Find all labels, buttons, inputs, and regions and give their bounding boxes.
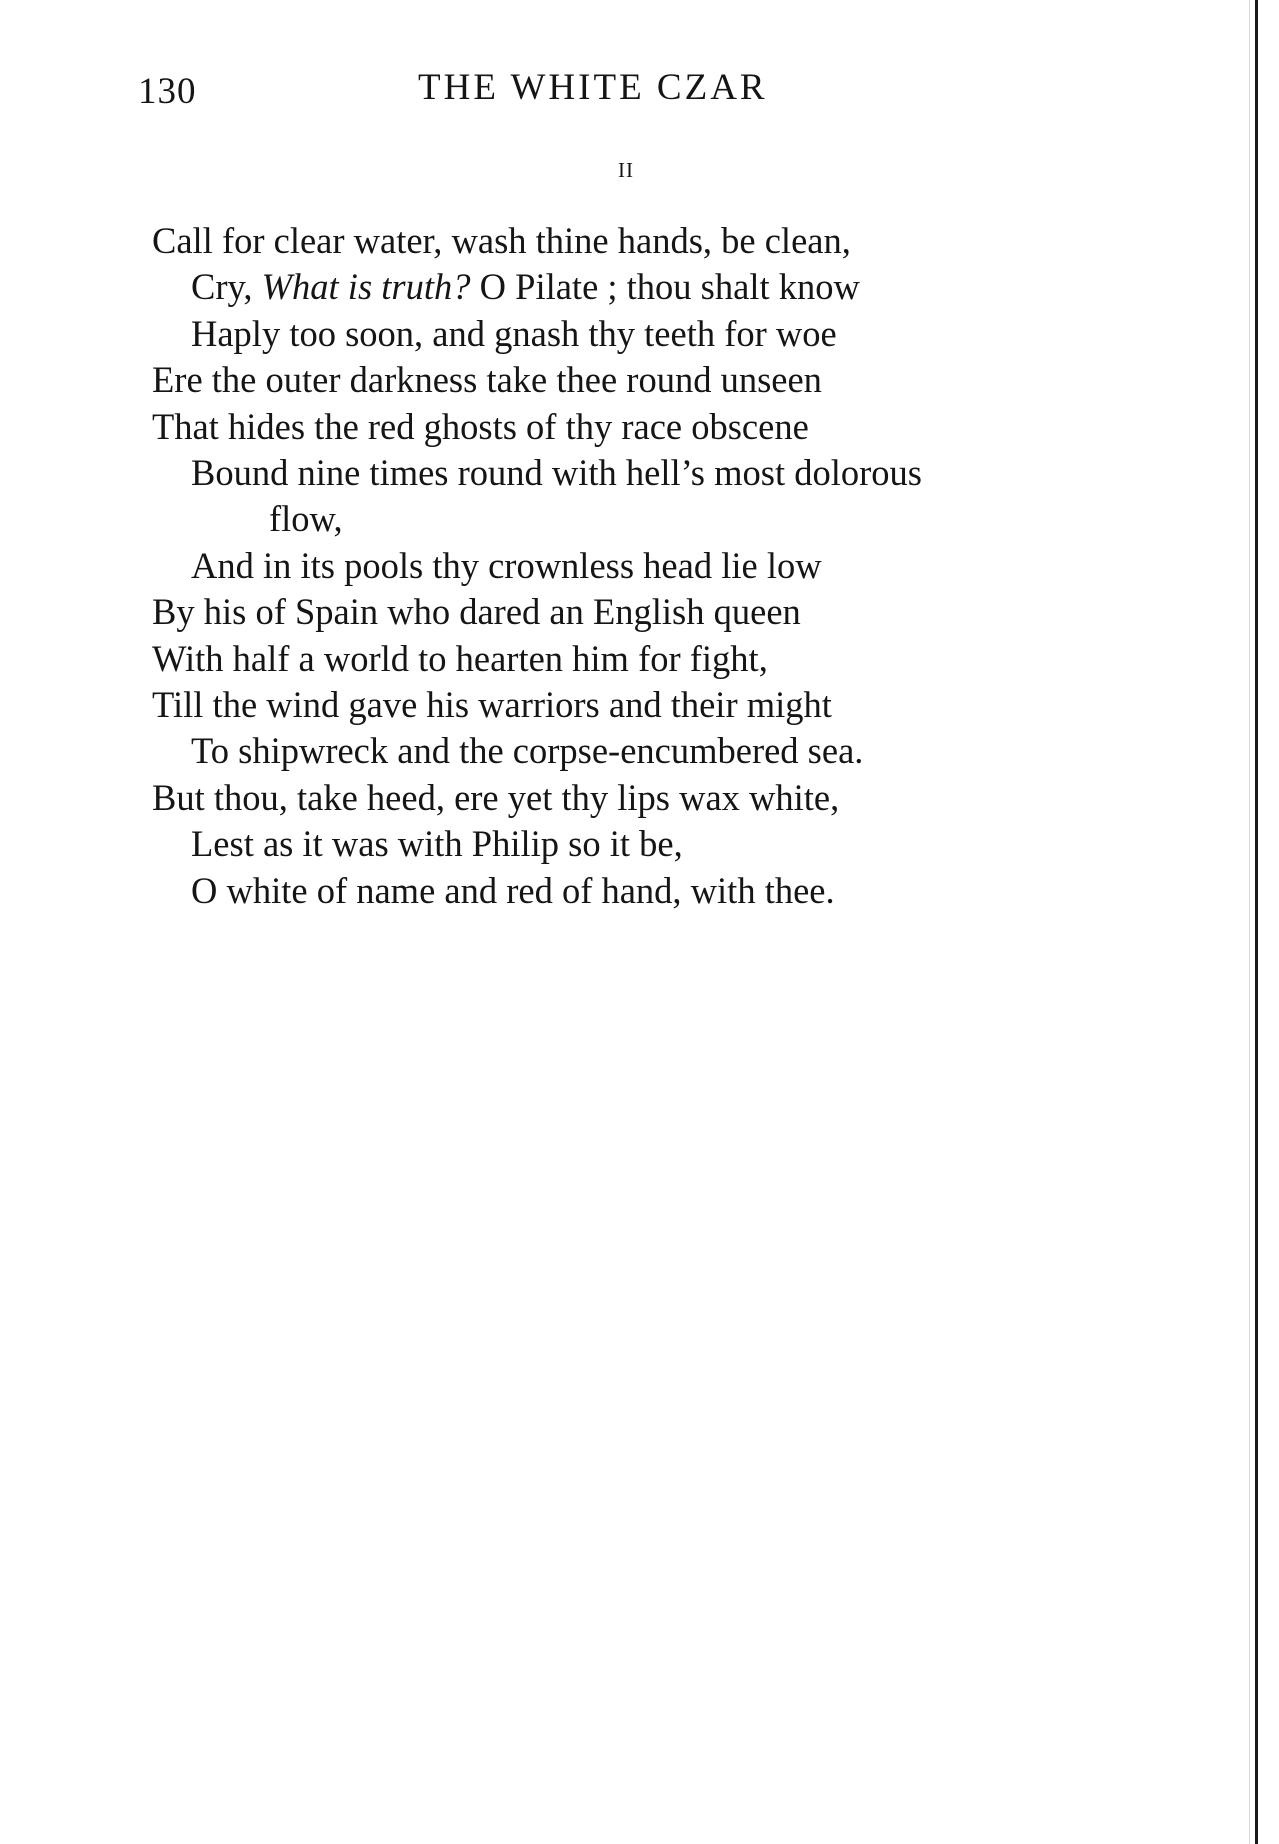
poem-stanza [152,218,1152,914]
page-edge-shadow [1249,0,1250,1844]
poem-line: Ere the outer darkness take thee round unseen [152,359,822,401]
poem-line: Bound nine times round with hell’s most dolorous [191,452,922,494]
poem-line: That hides the red ghosts of thy race obscene [152,405,809,447]
poem-line-continuation: flow, [269,498,343,540]
poem-line: Haply too soon, and gnash thy teeth for woe [191,312,837,354]
poem-line-italic: What is truth? [261,266,471,308]
poem-line: Lest as it was with Philip so it be, [191,823,683,865]
poem-line: Till the wind gave his warriors and their might [152,684,832,726]
page-header [0,62,1279,112]
section-number: II [618,158,634,182]
page-edge-rule [1255,0,1258,1844]
page-number: 130 [138,71,197,112]
poem-line-suffix: O Pilate ; thou shalt know [470,266,860,308]
poem-line: To shipwreck and the corpse-encumbered sea. [191,730,864,772]
running-title: THE WHITE CZAR [418,67,768,108]
poem-line [152,264,1152,310]
poem-line: O white of name and red of hand, with thee. [191,869,835,911]
poem-line: But thou, take heed, ere yet thy lips wax white, [152,776,840,818]
poem-line: Call for clear water, wash thine hands, be clean, [152,220,851,261]
poem-line: And in its pools thy crownless head lie low [191,544,822,586]
poem-line: With half a world to hearten him for fight, [152,637,768,679]
poem-line: By his of Spain who dared an English queen [152,591,801,633]
poem-line-prefix: Cry, [191,266,262,308]
